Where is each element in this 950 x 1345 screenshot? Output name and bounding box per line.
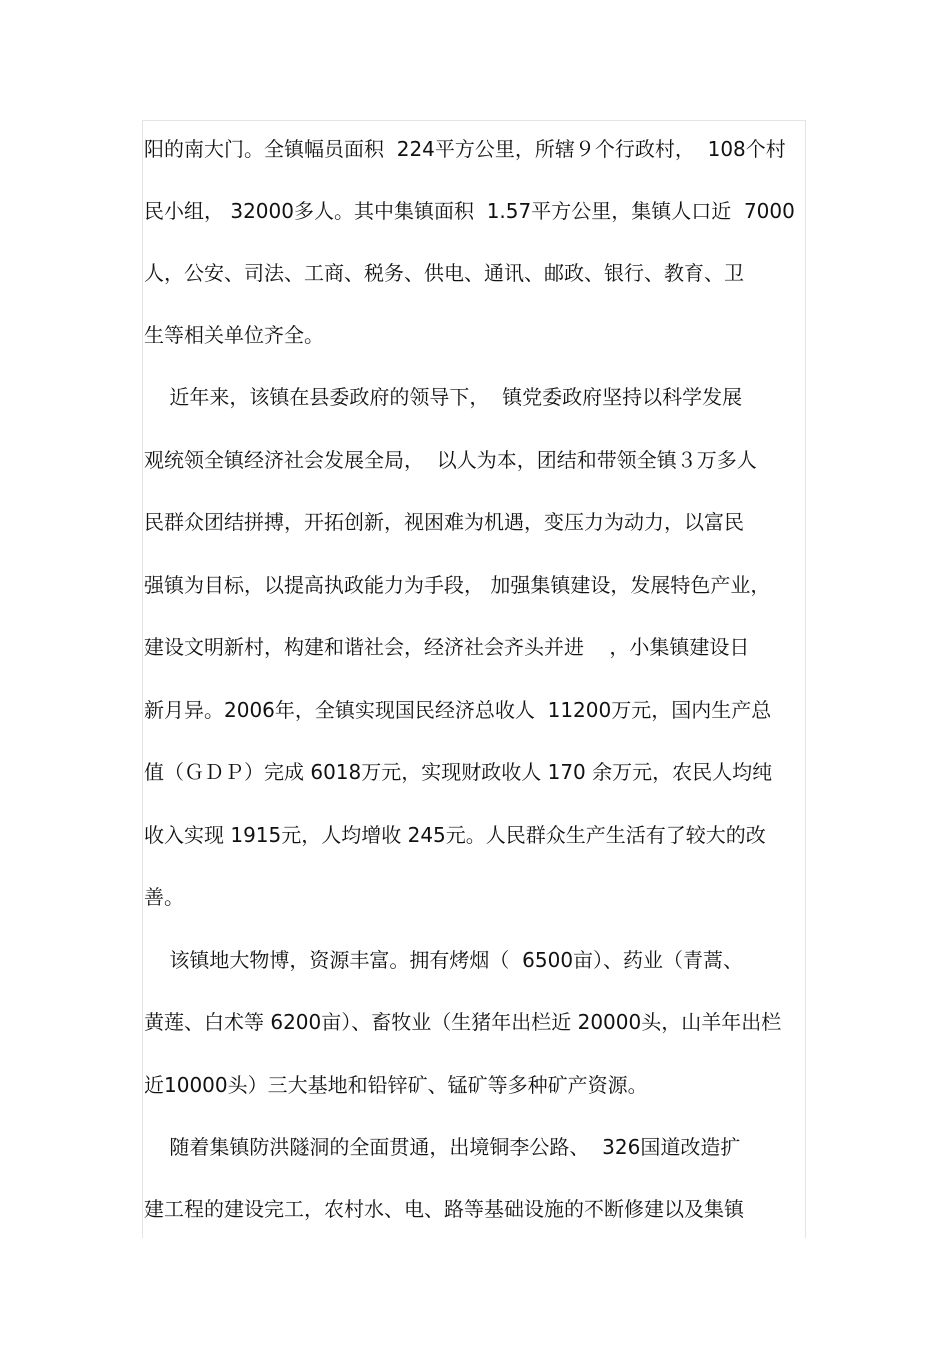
text-line: 近10000头）三大基地和铅锌矿、锰矿等多种矿产资源。 bbox=[144, 1073, 648, 1097]
text-line: 阳的南大门。全镇幅员面积 224平方公里，所辖９个行政村， 108个村 bbox=[144, 137, 786, 161]
text-line: 黄莲、白术等 6200亩）、畜牧业（生猪年出栏近 20000头，山羊年出栏 bbox=[144, 1010, 782, 1034]
text-line: 强镇为目标，以提高执政能力为手段， 加强集镇建设，发展特色产业， bbox=[144, 573, 771, 597]
text-line: 人，公安、司法、工商、税务、供电、通讯、邮政、银行、教育、卫 bbox=[144, 261, 744, 285]
text-line: 民群众团结拼搏，开拓创新，视困难为机遇，变压力为动力，以富民 bbox=[144, 510, 744, 534]
text-line: 该镇地大物博，资源丰富。拥有烤烟（ 6500亩）、药业（青蒿、 bbox=[144, 948, 744, 972]
text-line: 观统领全镇经济社会发展全局， 以人为本，团结和带领全镇３万多人 bbox=[144, 448, 757, 472]
text-line: 值（ＧＤＰ）完成 6018万元，实现财政收人 170 余万元，农民人均纯 bbox=[144, 760, 773, 784]
text-line: 民小组， 32000多人。其中集镇面积 1.57平方公里，集镇人口近 7000 bbox=[144, 199, 795, 223]
text-line: 近年来，该镇在县委政府的领导下， 镇党委政府坚持以科学发展 bbox=[144, 385, 743, 409]
text-line: 收入实现 1915元，人均增收 245元。人民群众生产生活有了较大的改 bbox=[144, 823, 766, 847]
text-line: 建设文明新村，构建和谐社会，经济社会齐头并进 ，小集镇建设日 bbox=[144, 635, 750, 659]
text-line: 生等相关单位齐全。 bbox=[144, 323, 324, 347]
text-line: 建工程的建设完工，农村水、电、路等基础设施的不断修建以及集镇 bbox=[144, 1197, 744, 1221]
text-line: 新月异。2006年，全镇实现国民经济总收人 11200万元，国内生产总 bbox=[144, 698, 772, 722]
text-line: 善。 bbox=[144, 885, 184, 909]
text-line: 随着集镇防洪隧洞的全面贯通，出境铜李公路、 326国道改造扩 bbox=[144, 1135, 741, 1159]
